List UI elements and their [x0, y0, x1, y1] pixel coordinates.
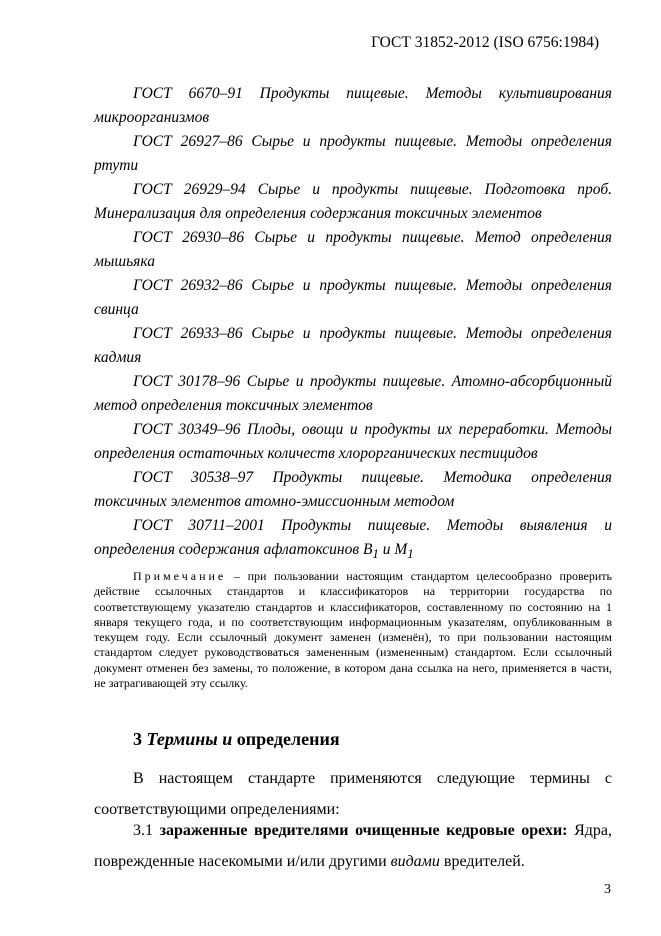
section-title: 3 Термины и определения: [133, 729, 340, 749]
reference-item: ГОСТ 30178–96 Сырье и продукты пищевые. Атомно-абсорбционный метод определения токсичных элементов: [94, 373, 612, 414]
intro-paragraph: В настоящем стандарте применяются следующие термины с соответствующими определениями:: [94, 770, 612, 818]
document-header: ГОСТ 31852-2012 (ISO 6756:1984): [371, 34, 599, 51]
reference-item: ГОСТ 6670–91 Продукты пищевые. Методы культивирования микроорганизмов: [94, 85, 612, 126]
reference-item: ГОСТ 30538–97 Продукты пищевые. Методика определения токсичных элементов атомно-эмиссионным методом: [94, 469, 612, 510]
references-list: [94, 82, 612, 566]
reference-item: ГОСТ 26930–86 Сырье и продукты пищевые. Метод определения мышьяка: [94, 229, 612, 270]
note-text: – при пользовании настоящим стандартом целесообразно проверить действие ссылочных стандартов и классификаторов на территории государства по соответствующему указателю стандартов и классификаторов, составленному по состоянию на 1 января текущего года, и по соответствующим информационным указателям, опубликованным в текущем году. Если ссылочный документ заменен (изменён), то при пользовании настоящим стандартом следует руководствоваться замененным (измененным) стандартом. Если ссылочный документ отменен без замены, то положение, в котором дана ссылка на него, применяется в части, не затрагивающей эту ссылку.: [94, 569, 612, 691]
reference-item: ГОСТ 26933–86 Сырье и продукты пищевые. Методы определения кадмия: [94, 325, 612, 366]
page-number: 3: [604, 882, 611, 897]
term-definition: 3.1 зараженные вредителями очищенные кедровые орехи: Ядра, поврежденные насекомыми и/или другими видами вредителей.: [94, 822, 613, 870]
reference-item: ГОСТ 26929–94 Сырье и продукты пищевые. Подготовка проб. Минерализация для определения содержания токсичных элементов: [94, 181, 612, 222]
note-paragraph: [94, 569, 612, 691]
note-label: Примечание: [133, 569, 227, 583]
reference-item: ГОСТ 26932–86 Сырье и продукты пищевые. Методы определения свинца: [94, 277, 612, 318]
reference-item: ГОСТ 30349–96 Плоды, овощи и продукты их переработки. Методы определения остаточных количеств хлорорганических пестицидов: [94, 421, 612, 462]
term-name: зараженные вредителями очищенные кедровые орехи:: [159, 822, 568, 839]
reference-item: ГОСТ 26927–86 Сырье и продукты пищевые. Методы определения ртути: [94, 133, 612, 174]
reference-item: ГОСТ 30711–2001 Продукты пищевые. Методы выявления и определения содержания афлатоксинов $В_1$ и $М_1$: [94, 517, 612, 562]
